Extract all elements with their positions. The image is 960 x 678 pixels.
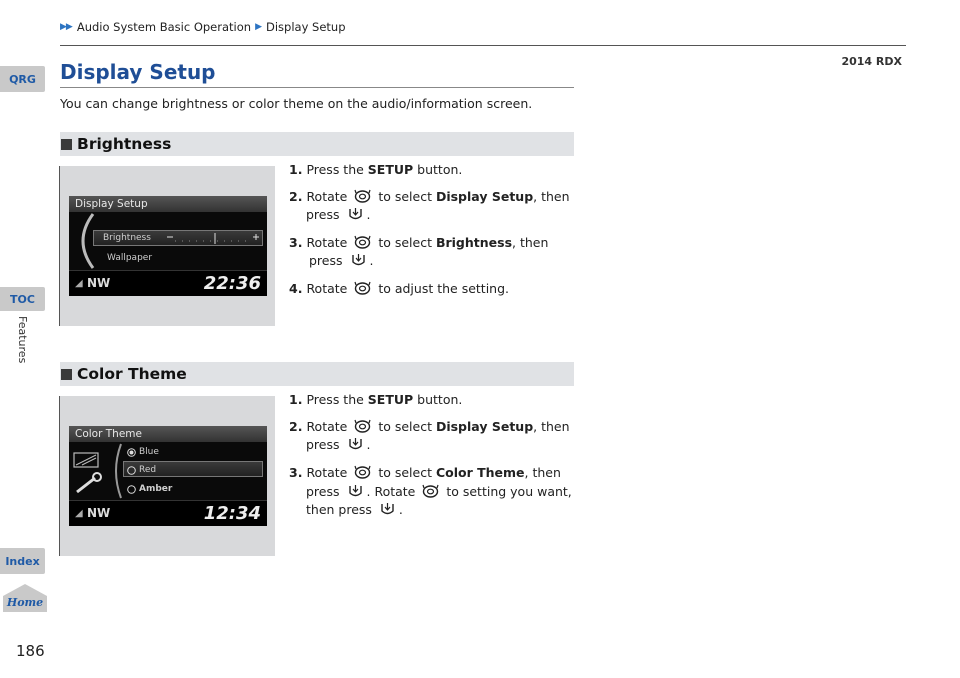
breadcrumb-current: Display Setup xyxy=(265,20,346,34)
wallpaper-row: Wallpaper xyxy=(107,253,153,263)
interface-dial-press-icon xyxy=(350,253,367,268)
radio-selected-icon xyxy=(127,448,136,457)
compass-heading: NW xyxy=(87,506,111,520)
step-2: 2. Rotate to select Display Setup, then xyxy=(289,189,570,204)
dial-arc-icon xyxy=(109,442,123,500)
interface-dial-rotate-icon xyxy=(354,465,371,480)
interface-dial-press-icon xyxy=(379,502,396,517)
option-red: Red xyxy=(127,465,156,475)
settings-wrench-icon xyxy=(73,452,107,498)
brightness-heading-label: Brightness xyxy=(77,135,172,153)
step-3: 3. Rotate to select Color Theme, then xyxy=(289,465,561,480)
interface-dial-rotate-icon xyxy=(354,235,371,250)
breadcrumb-arrow-icon: ▶ xyxy=(255,22,262,32)
home-button[interactable] xyxy=(2,583,48,613)
step-1: 1. Press the SETUP button. xyxy=(289,392,463,407)
home-icon xyxy=(2,583,48,613)
screen-status-bar xyxy=(69,500,267,526)
option-amber: Amber xyxy=(127,484,172,494)
brightness-row: Brightness xyxy=(103,233,151,243)
section-square-icon xyxy=(61,369,72,380)
step-3-cont: press . xyxy=(309,253,374,268)
section-square-icon xyxy=(61,139,72,150)
breadcrumb-link-audio[interactable]: Audio System Basic Operation xyxy=(76,20,252,34)
toc-tab[interactable]: TOC xyxy=(0,287,45,311)
interface-dial-press-icon xyxy=(347,207,364,222)
compass-arrow-icon: ◢ xyxy=(75,278,83,289)
color-theme-heading xyxy=(60,362,574,386)
step-2: 2. Rotate to select Display Setup, then xyxy=(289,419,570,434)
option-blue: Blue xyxy=(127,447,159,457)
qrg-tab[interactable]: QRG xyxy=(0,66,45,92)
step-4: 4. Rotate to adjust the setting. xyxy=(289,281,510,296)
color-theme-screenshot xyxy=(59,396,275,556)
radio-icon xyxy=(127,466,136,475)
screen-title: Display Setup xyxy=(69,196,267,212)
interface-dial-press-icon xyxy=(347,484,364,499)
section-label: Features xyxy=(16,316,29,364)
display-screen xyxy=(69,196,267,296)
interface-dial-rotate-icon xyxy=(354,189,371,204)
header-divider xyxy=(60,45,906,46)
display-screen xyxy=(69,426,267,526)
clock: 22:36 xyxy=(203,273,261,294)
screen-status-bar xyxy=(69,270,267,296)
compass-arrow-icon: ◢ xyxy=(75,508,83,519)
model-label: 2014 RDX xyxy=(841,55,902,68)
breadcrumb-arrow-icon: ▶▶ xyxy=(60,22,72,32)
screen-title: Color Theme xyxy=(69,426,267,442)
compass-heading: NW xyxy=(87,276,111,290)
brightness-screenshot xyxy=(59,166,275,326)
page-title: Display Setup xyxy=(60,60,216,84)
step-3-cont2: then press . xyxy=(306,502,403,517)
brightness-slider xyxy=(165,233,261,245)
index-tab[interactable]: Index xyxy=(0,548,45,574)
svg-text:Home: Home xyxy=(6,596,44,609)
breadcrumb xyxy=(60,20,346,34)
interface-dial-rotate-icon xyxy=(422,484,439,499)
title-divider xyxy=(60,87,574,88)
radio-icon xyxy=(127,485,136,494)
clock: 12:34 xyxy=(203,503,261,524)
page-number: 186 xyxy=(16,642,45,660)
step-3-cont: press . Rotate to setting you want, xyxy=(306,484,572,499)
step-2-cont: press . xyxy=(306,437,371,452)
step-3: 3. Rotate to select Brightness, then xyxy=(289,235,549,250)
interface-dial-press-icon xyxy=(347,437,364,452)
step-1: 1. Press the SETUP button. xyxy=(289,162,463,177)
step-2-cont: press . xyxy=(306,207,371,222)
interface-dial-rotate-icon xyxy=(354,281,371,296)
intro-text: You can change brightness or color theme on the audio/information screen. xyxy=(60,96,533,111)
brightness-heading xyxy=(60,132,574,156)
color-theme-heading-label: Color Theme xyxy=(77,365,187,383)
interface-dial-rotate-icon xyxy=(354,419,371,434)
